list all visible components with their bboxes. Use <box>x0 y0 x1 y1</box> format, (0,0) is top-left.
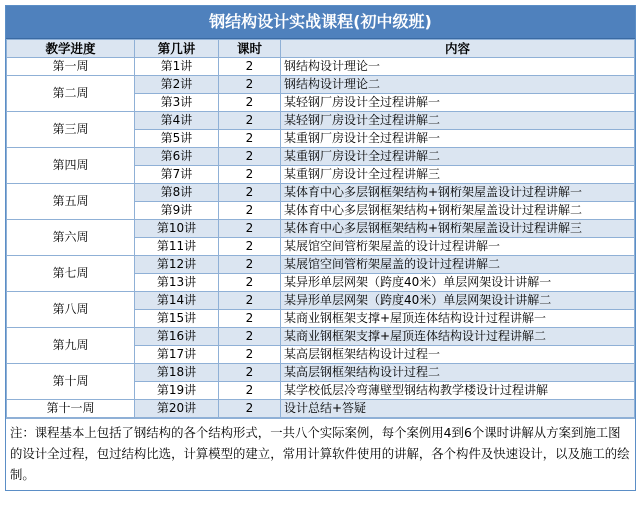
header-progress: 教学进度 <box>7 40 135 58</box>
table-row <box>7 400 635 418</box>
lecture-cell: 第8讲 <box>135 184 219 202</box>
hours-cell: 2 <box>219 328 281 346</box>
table-row <box>7 184 635 202</box>
hours-cell: 2 <box>219 58 281 76</box>
lecture-cell: 第4讲 <box>135 112 219 130</box>
content-cell: 某重钢厂房设计全过程讲解二 <box>281 148 635 166</box>
schedule-table <box>6 39 635 418</box>
header-lecture: 第几讲 <box>135 40 219 58</box>
table-row <box>7 220 635 238</box>
content-cell: 某展馆空间管桁架屋盖的设计过程讲解一 <box>281 238 635 256</box>
lecture-cell: 第19讲 <box>135 382 219 400</box>
table-row <box>7 328 635 346</box>
lecture-cell: 第17讲 <box>135 346 219 364</box>
lecture-cell: 第18讲 <box>135 364 219 382</box>
lecture-cell: 第5讲 <box>135 130 219 148</box>
week-cell: 第一周 <box>7 58 135 76</box>
hours-cell: 2 <box>219 238 281 256</box>
hours-cell: 2 <box>219 94 281 112</box>
content-cell: 某轻钢厂房设计全过程讲解二 <box>281 112 635 130</box>
week-cell: 第十周 <box>7 364 135 400</box>
content-cell: 设计总结+答疑 <box>281 400 635 418</box>
lecture-cell: 第20讲 <box>135 400 219 418</box>
lecture-cell: 第10讲 <box>135 220 219 238</box>
content-cell: 某商业钢框架支撑+屋顶连体结构设计过程讲解一 <box>281 310 635 328</box>
week-cell: 第八周 <box>7 292 135 328</box>
week-cell: 第九周 <box>7 328 135 364</box>
hours-cell: 2 <box>219 364 281 382</box>
schedule-body <box>7 58 635 418</box>
table-row <box>7 76 635 94</box>
hours-cell: 2 <box>219 112 281 130</box>
header-content: 内容 <box>281 40 635 58</box>
content-cell: 钢结构设计理论一 <box>281 58 635 76</box>
lecture-cell: 第1讲 <box>135 58 219 76</box>
week-cell: 第十一周 <box>7 400 135 418</box>
header-hours: 课时 <box>219 40 281 58</box>
content-cell: 某体育中心多层钢框架结构+钢桁架屋盖设计过程讲解一 <box>281 184 635 202</box>
hours-cell: 2 <box>219 130 281 148</box>
course-note: 注：课程基本上包括了钢结构的各个结构形式，一共八个实际案例，每个案例用4到6个课时讲解从方案到施工图的设计全过程，包过结构比选，计算模型的建立，常用计算软件使用的讲解，各个构件及快速设计，以及施工的绘制。 <box>6 418 635 490</box>
hours-cell: 2 <box>219 346 281 364</box>
lecture-cell: 第12讲 <box>135 256 219 274</box>
content-cell: 某高层钢框架结构设计过程一 <box>281 346 635 364</box>
week-cell: 第三周 <box>7 112 135 148</box>
table-header-row <box>7 40 635 58</box>
lecture-cell: 第2讲 <box>135 76 219 94</box>
lecture-cell: 第3讲 <box>135 94 219 112</box>
week-cell: 第七周 <box>7 256 135 292</box>
week-cell: 第四周 <box>7 148 135 184</box>
content-cell: 某异形单层网架（跨度40米）单层网架设计讲解一 <box>281 274 635 292</box>
lecture-cell: 第14讲 <box>135 292 219 310</box>
lecture-cell: 第6讲 <box>135 148 219 166</box>
content-cell: 某重钢厂房设计全过程讲解一 <box>281 130 635 148</box>
table-row <box>7 112 635 130</box>
hours-cell: 2 <box>219 400 281 418</box>
table-row <box>7 58 635 76</box>
hours-cell: 2 <box>219 148 281 166</box>
content-cell: 某体育中心多层钢框架结构+钢桁架屋盖设计过程讲解三 <box>281 220 635 238</box>
content-cell: 某重钢厂房设计全过程讲解三 <box>281 166 635 184</box>
lecture-cell: 第15讲 <box>135 310 219 328</box>
content-cell: 钢结构设计理论二 <box>281 76 635 94</box>
hours-cell: 2 <box>219 274 281 292</box>
lecture-cell: 第11讲 <box>135 238 219 256</box>
hours-cell: 2 <box>219 76 281 94</box>
table-row <box>7 148 635 166</box>
week-cell: 第二周 <box>7 76 135 112</box>
hours-cell: 2 <box>219 184 281 202</box>
content-cell: 某展馆空间管桁架屋盖的设计过程讲解二 <box>281 256 635 274</box>
hours-cell: 2 <box>219 256 281 274</box>
hours-cell: 2 <box>219 292 281 310</box>
hours-cell: 2 <box>219 310 281 328</box>
content-cell: 某商业钢框架支撑+屋顶连体结构设计过程讲解二 <box>281 328 635 346</box>
lecture-cell: 第9讲 <box>135 202 219 220</box>
hours-cell: 2 <box>219 202 281 220</box>
page-title: 钢结构设计实战课程(初中级班) <box>6 6 635 39</box>
table-row <box>7 256 635 274</box>
lecture-cell: 第7讲 <box>135 166 219 184</box>
hours-cell: 2 <box>219 382 281 400</box>
table-row <box>7 364 635 382</box>
hours-cell: 2 <box>219 166 281 184</box>
week-cell: 第五周 <box>7 184 135 220</box>
content-cell: 某学校低层冷弯薄壁型钢结构教学楼设计过程讲解 <box>281 382 635 400</box>
lecture-cell: 第13讲 <box>135 274 219 292</box>
content-cell: 某轻钢厂房设计全过程讲解一 <box>281 94 635 112</box>
content-cell: 某高层钢框架结构设计过程二 <box>281 364 635 382</box>
week-cell: 第六周 <box>7 220 135 256</box>
table-row <box>7 292 635 310</box>
course-schedule-card <box>5 5 636 491</box>
content-cell: 某异形单层网架（跨度40米）单层网架设计讲解二 <box>281 292 635 310</box>
lecture-cell: 第16讲 <box>135 328 219 346</box>
content-cell: 某体育中心多层钢框架结构+钢桁架屋盖设计过程讲解二 <box>281 202 635 220</box>
hours-cell: 2 <box>219 220 281 238</box>
